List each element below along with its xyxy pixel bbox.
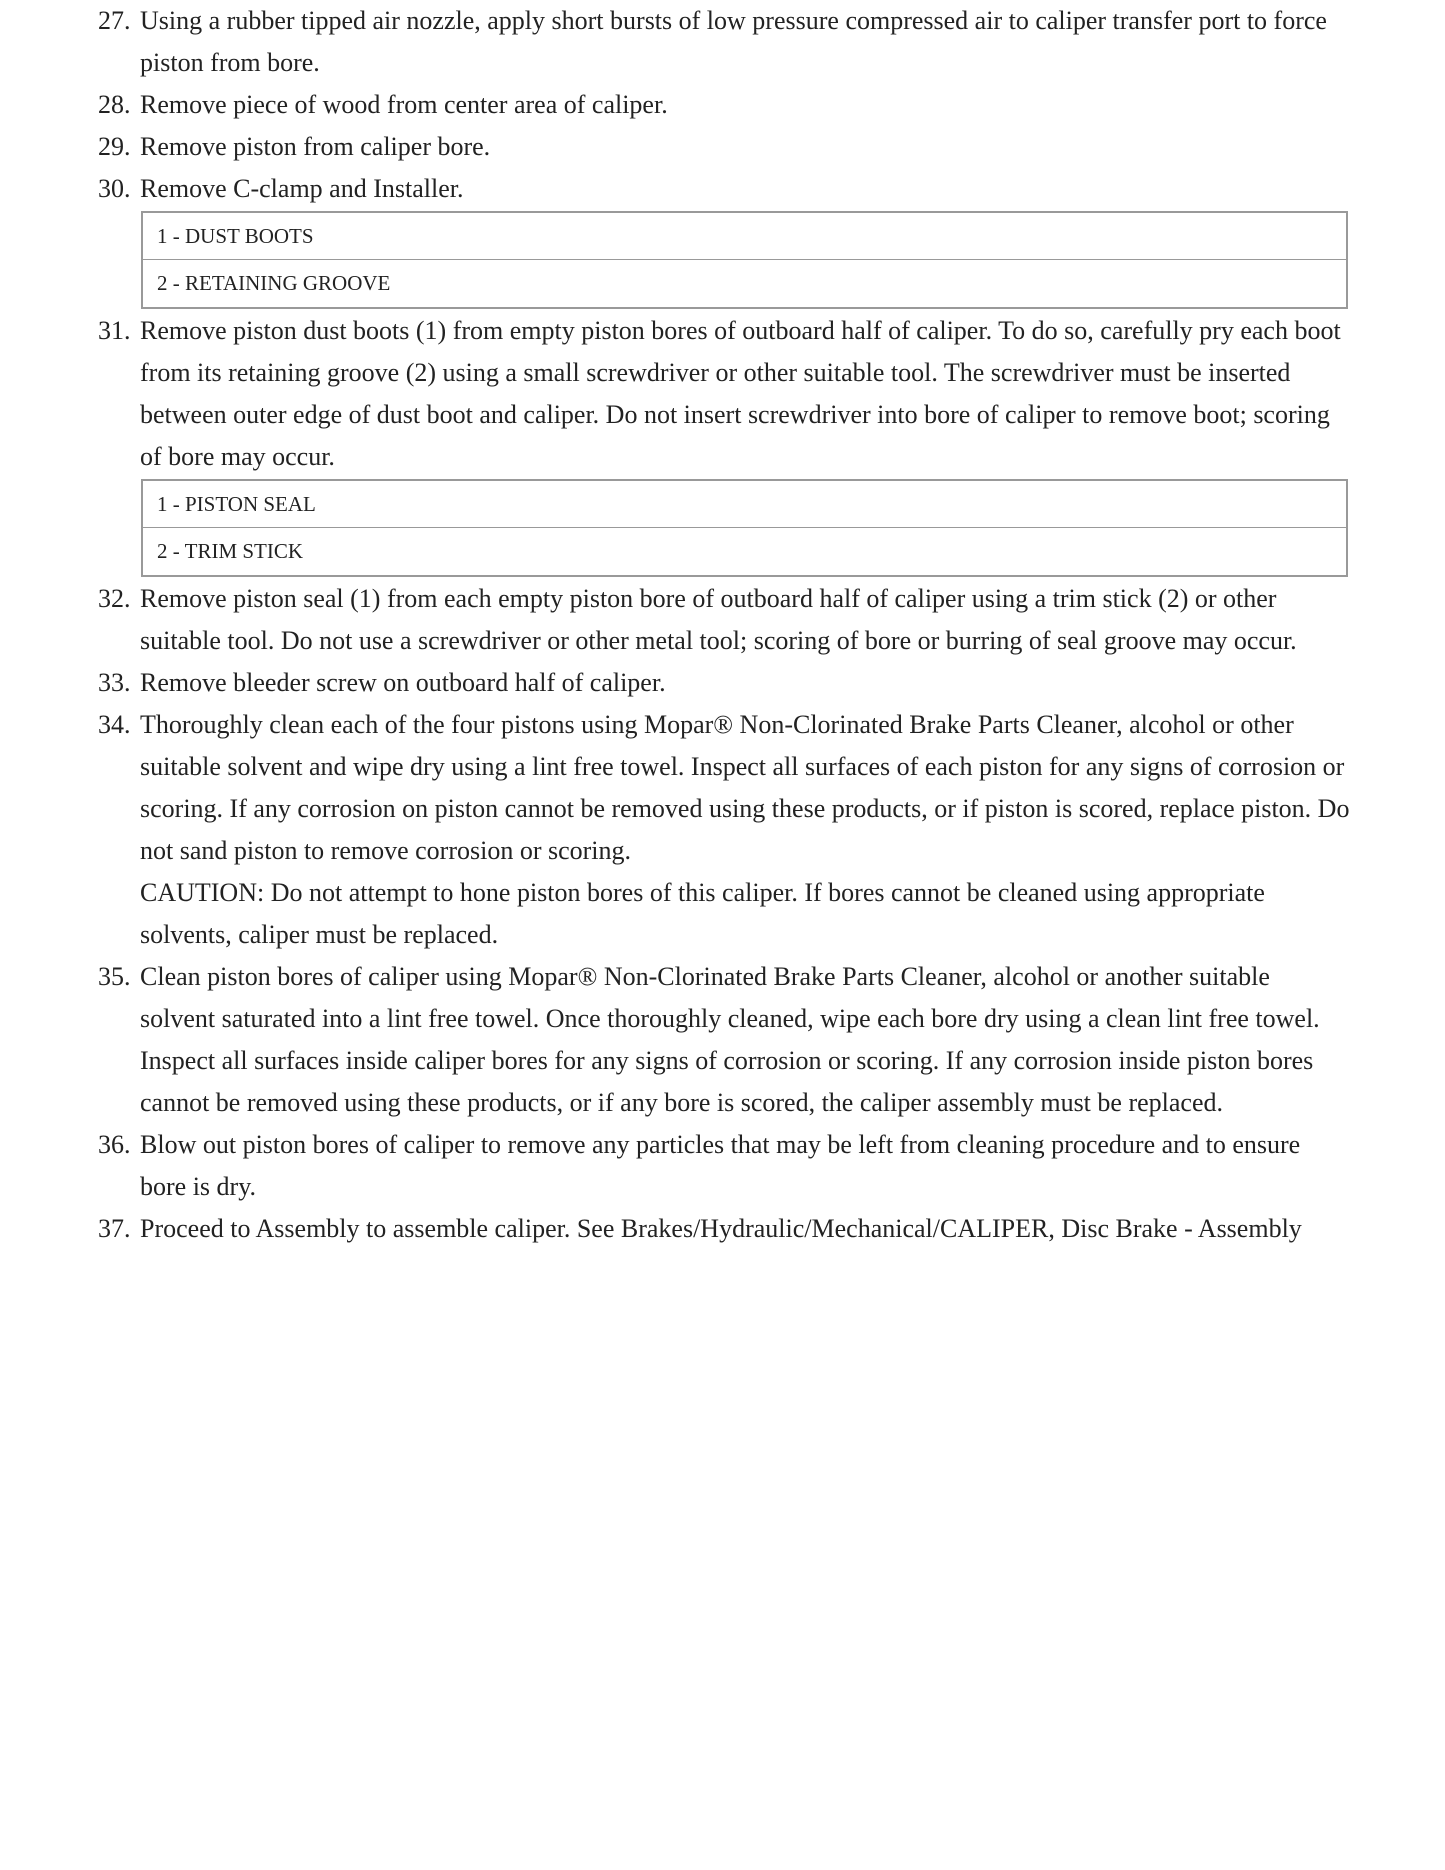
step-35 — [0, 956, 1350, 1124]
step-text: Remove piston dust boots (1) from empty piston bores of outboard half of caliper. To do so, carefully pry each boot from its retaining groove (2) using a small screwdriver or other suitable tool. The screwdriver must be inserted between outer edge of dust boot and caliper. Do not insert screwdriver into bore of caliper to remove boot; scoring of bore may occur. — [140, 316, 1341, 471]
step-32 — [0, 578, 1350, 662]
legend-row: 2 - TRIM STICK — [157, 539, 304, 563]
step-text: Proceed to Assembly to assemble caliper. See Brakes/Hydraulic/Mechanical/CALIPER, Disc Brake - Assembly — [140, 1214, 1302, 1243]
step-27 — [0, 0, 1350, 84]
step-text: Clean piston bores of caliper using Mopar® Non-Clorinated Brake Parts Cleaner, alcohol or another suitable solvent saturated into a lint free towel. Once thoroughly cleaned, wipe each bore dry using a clean lint free towel. Inspect all surfaces inside caliper bores for any signs of corrosion or scoring. If any corrosion inside piston bores cannot be removed using these products, or if any bore is scored, the caliper assembly must be replaced. — [140, 962, 1320, 1117]
step-33 — [0, 662, 1350, 704]
legend-row: 1 - DUST BOOTS — [143, 213, 1346, 260]
step-number: 37. — [98, 1214, 131, 1243]
legend-table-piston-seal — [141, 479, 1348, 577]
step-number: 35. — [98, 962, 131, 991]
step-number: 33. — [98, 668, 131, 697]
step-number: 36. — [98, 1130, 131, 1159]
legend-row: 1 - PISTON SEAL — [143, 481, 1346, 528]
legend-table-dust-boots — [141, 211, 1348, 309]
step-text: Remove bleeder screw on outboard half of caliper. — [140, 668, 666, 697]
legend-row: 2 - RETAINING GROOVE — [157, 271, 391, 295]
step-number: 27. — [98, 6, 131, 35]
step-37 — [0, 1208, 1350, 1250]
step-29 — [0, 126, 1350, 168]
caution-note: CAUTION: Do not attempt to hone piston bores of this caliper. If bores cannot be cleaned using appropriate solvents, caliper must be replaced. — [140, 878, 1265, 949]
step-text: Blow out piston bores of caliper to remove any particles that may be left from cleaning procedure and to ensure bore is dry. — [140, 1130, 1301, 1201]
step-28 — [0, 84, 1350, 126]
step-text: Remove piece of wood from center area of caliper. — [140, 90, 668, 119]
step-number: 28. — [98, 90, 131, 119]
step-number: 30. — [98, 174, 131, 203]
step-text: Thoroughly clean each of the four pistons using Mopar® Non-Clorinated Brake Parts Cleaner, alcohol or other suitable solvent and wipe dry using a lint free towel. Inspect all surfaces of each piston for any signs of corrosion or scoring. If any corrosion on piston cannot be removed using these products, or if piston is scored, replace piston. Do not sand piston to remove corrosion or scoring. — [140, 710, 1350, 865]
step-31 — [0, 310, 1350, 478]
step-number: 29. — [98, 132, 131, 161]
step-34 — [0, 704, 1350, 956]
step-number: 31. — [98, 316, 131, 345]
step-number: 34. — [98, 710, 131, 739]
step-30 — [0, 168, 1350, 210]
step-text: Remove piston from caliper bore. — [140, 132, 491, 161]
step-text: Remove C-clamp and Installer. — [140, 174, 464, 203]
step-number: 32. — [98, 584, 131, 613]
step-36 — [0, 1124, 1350, 1208]
step-text: Using a rubber tipped air nozzle, apply short bursts of low pressure compressed air to caliper transfer port to force piston from bore. — [140, 6, 1327, 77]
step-text: Remove piston seal (1) from each empty piston bore of outboard half of caliper using a trim stick (2) or other suitable tool. Do not use a screwdriver or other metal tool; scoring of bore or burring of seal groove may occur. — [140, 584, 1297, 655]
